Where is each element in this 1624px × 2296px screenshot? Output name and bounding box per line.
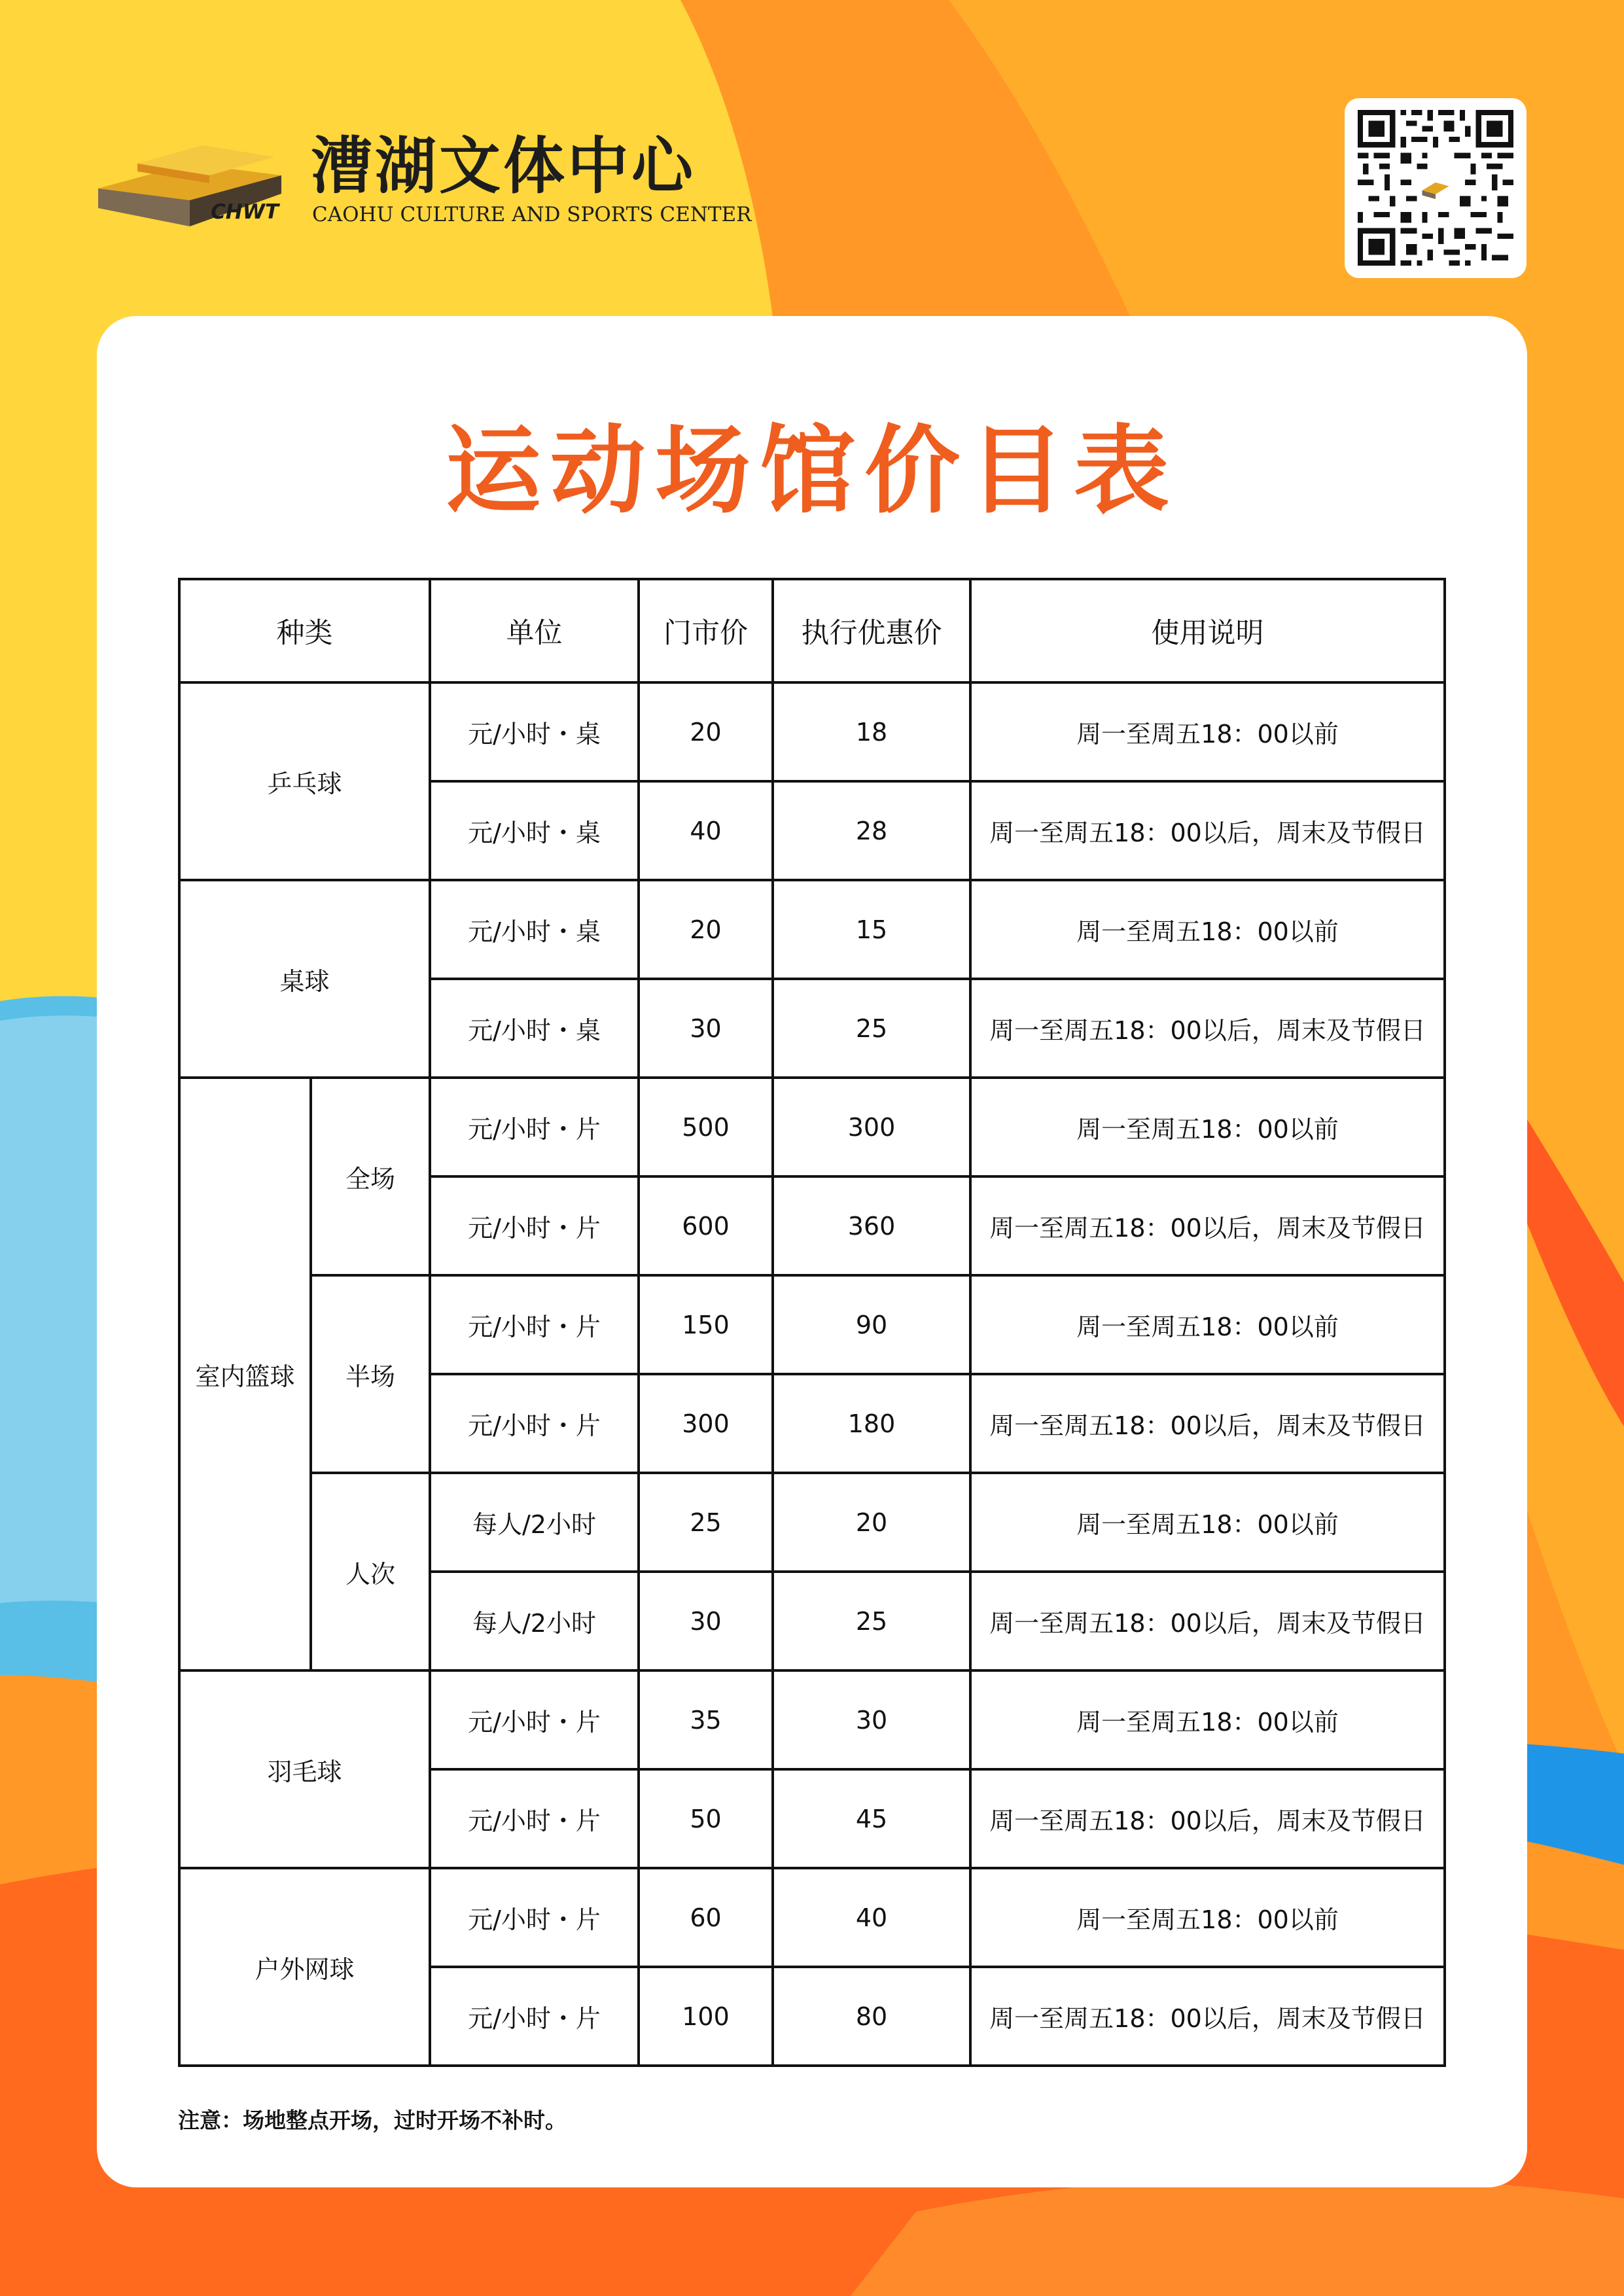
usage-note-cell: 周一至周五18：00以后，周末及节假日: [970, 1374, 1445, 1473]
price-card: [97, 316, 1527, 2187]
unit-cell: 元/小时・桌: [430, 979, 639, 1078]
usage-note-cell: 周一至周五18：00以后，周末及节假日: [970, 781, 1445, 880]
category-badminton: 羽毛球: [179, 1670, 430, 1868]
unit-cell: 元/小时・桌: [430, 781, 639, 880]
qr-code[interactable]: [1345, 98, 1527, 278]
unit-cell: 元/小时・片: [430, 1868, 639, 1967]
usage-note-cell: 周一至周五18：00以前: [970, 682, 1445, 781]
brand-logo: [92, 131, 752, 236]
unit-cell: 元/小时・片: [430, 1078, 639, 1176]
unit-cell: 元/小时・桌: [430, 880, 639, 979]
discount-price-cell: 28: [773, 781, 970, 880]
page-title: 运动场馆价目表: [446, 415, 1178, 527]
usage-note-cell: 周一至周五18：00以前: [970, 880, 1445, 979]
brand-name-cn: 漕湖文体中心: [311, 131, 696, 202]
header-unit: 单位: [430, 579, 639, 682]
table-row: [179, 1868, 1445, 1967]
table-row: [179, 682, 1445, 781]
discount-price-cell: 180: [773, 1374, 970, 1473]
discount-price-cell: 15: [773, 880, 970, 979]
list-price-cell: 40: [639, 781, 773, 880]
discount-price-cell: 25: [773, 979, 970, 1078]
table-row: [179, 880, 1445, 979]
list-price-cell: 35: [639, 1670, 773, 1769]
category-basketball: 室内篮球: [179, 1078, 311, 1670]
unit-cell: 元/小时・片: [430, 1670, 639, 1769]
unit-cell: 元/小时・片: [430, 1967, 639, 2066]
unit-cell: 元/小时・桌: [430, 682, 639, 781]
discount-price-cell: 45: [773, 1769, 970, 1868]
usage-note-cell: 周一至周五18：00以前: [970, 1670, 1445, 1769]
header-list-price: 门市价: [639, 579, 773, 682]
list-price-cell: 20: [639, 880, 773, 979]
list-price-cell: 20: [639, 682, 773, 781]
discount-price-cell: 80: [773, 1967, 970, 2066]
table-header-row: [179, 579, 1445, 682]
list-price-cell: 30: [639, 1572, 773, 1670]
header-category: 种类: [179, 579, 430, 682]
list-price-cell: 500: [639, 1078, 773, 1176]
usage-note-cell: 周一至周五18：00以后，周末及节假日: [970, 1176, 1445, 1275]
subcategory-half-court: 半场: [311, 1275, 430, 1473]
unit-cell: 元/小时・片: [430, 1769, 639, 1868]
discount-price-cell: 18: [773, 682, 970, 781]
discount-price-cell: 20: [773, 1473, 970, 1572]
table-row: [179, 1670, 1445, 1769]
list-price-cell: 30: [639, 979, 773, 1078]
table-row: [179, 1275, 1445, 1374]
usage-note-cell: 周一至周五18：00以后，周末及节假日: [970, 1769, 1445, 1868]
discount-price-cell: 30: [773, 1670, 970, 1769]
discount-price-cell: 25: [773, 1572, 970, 1670]
usage-note-cell: 周一至周五18：00以后，周末及节假日: [970, 979, 1445, 1078]
unit-cell: 元/小时・片: [430, 1374, 639, 1473]
list-price-cell: 100: [639, 1967, 773, 2066]
unit-cell: 每人/2小时: [430, 1572, 639, 1670]
discount-price-cell: 90: [773, 1275, 970, 1374]
subcategory-per-person: 人次: [311, 1473, 430, 1670]
header-discount-price: 执行优惠价: [773, 579, 970, 682]
category-pingpong: 乒乓球: [179, 682, 430, 880]
unit-cell: 每人/2小时: [430, 1473, 639, 1572]
list-price-cell: 50: [639, 1769, 773, 1868]
category-tennis: 户外网球: [179, 1868, 430, 2066]
usage-note-cell: 周一至周五18：00以前: [970, 1275, 1445, 1374]
price-table: [178, 578, 1446, 2067]
usage-note-cell: 周一至周五18：00以后，周末及节假日: [970, 1967, 1445, 2066]
unit-cell: 元/小时・片: [430, 1275, 639, 1374]
usage-note-cell: 周一至周五18：00以前: [970, 1078, 1445, 1176]
list-price-cell: 150: [639, 1275, 773, 1374]
footnote: 注意：场地整点开场，过时开场不补时。: [178, 2108, 567, 2133]
usage-note-cell: 周一至周五18：00以后，周末及节假日: [970, 1572, 1445, 1670]
header-usage-note: 使用说明: [970, 579, 1445, 682]
list-price-cell: 60: [639, 1868, 773, 1967]
discount-price-cell: 360: [773, 1176, 970, 1275]
discount-price-cell: 300: [773, 1078, 970, 1176]
category-billiards: 桌球: [179, 880, 430, 1078]
unit-cell: 元/小时・片: [430, 1176, 639, 1275]
list-price-cell: 600: [639, 1176, 773, 1275]
list-price-cell: 300: [639, 1374, 773, 1473]
qr-code-icon: [1358, 110, 1513, 266]
subcategory-full-court: 全场: [311, 1078, 430, 1275]
list-price-cell: 25: [639, 1473, 773, 1572]
table-row: [179, 1473, 1445, 1572]
usage-note-cell: 周一至周五18：00以前: [970, 1868, 1445, 1967]
table-row: [179, 1078, 1445, 1176]
usage-note-cell: 周一至周五18：00以前: [970, 1473, 1445, 1572]
brand-name-en: CAOHU CULTURE AND SPORTS CENTER: [312, 203, 752, 226]
logo-abbreviation: CHWT: [211, 200, 279, 224]
discount-price-cell: 40: [773, 1868, 970, 1967]
